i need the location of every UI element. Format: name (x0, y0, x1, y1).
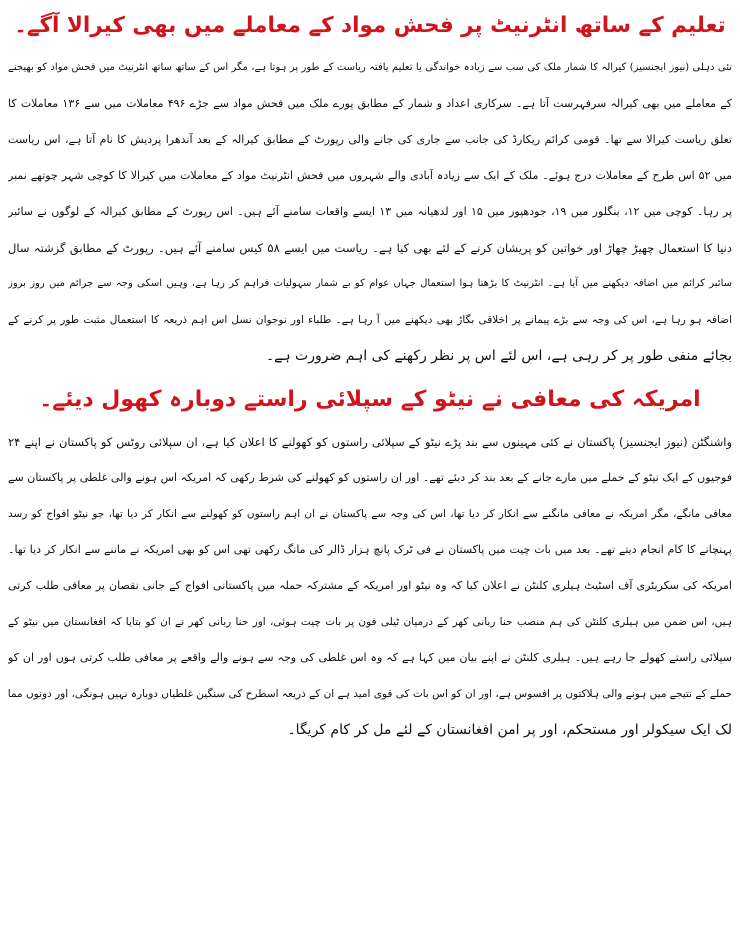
article-1-line: نئی دہلی (نیوز ایجنسیز) کیرالہ کا شمار ملک کی سب سے زیادہ خواندگی یا تعلیم یافتہ ریاست کے طور پر ہوتا ہے، مگر اس کے ساتھ ساتھ انٹرنیٹ میں فحش مواد کو بھیجنے (8, 62, 732, 73)
article-2-line: سپلائی راستے کھولے جا رہے ہیں۔ ہیلری کلنٹن نے اپنے بیان میں کہا ہے کہ وہ اس غلطی کی وجہ سے ہونے والے واقعے پر معافی طلب کرتی ہوں اور ان کو (8, 651, 732, 664)
article-1-headline: تعلیم کے ساتھ انٹرنیٹ پر فحش مواد کے معاملے میں بھی کیرالا آگے۔ (14, 13, 726, 38)
article-1-line: پر رہا۔ کوچی میں ۱۲، بنگلور میں ۱۹، جودھپور میں ۱۵ اور لدھیانہ میں ۱۳ ایسے واقعات سامنے آئے ہیں۔ اس رپورٹ کے مطابق کیرالہ کے لوگوں نے سائبر (8, 205, 732, 218)
article-1-line: بجائے منفی طور پر کر رہی ہے، اس لئے اس پر نظر رکھنے کی اہم ضرورت ہے۔ (265, 348, 732, 364)
article-1-line: کے معاملے میں بھی کیرالہ سرفہرست آتا ہے۔ سرکاری اعداد و شمار کے مطابق پورے ملک میں فحش مواد سے جڑے ۴۹۶ معاملات میں سے ۱۳۶ معاملات کا (8, 97, 732, 110)
article-1-body (8, 50, 732, 374)
article-1-line: سائبر کرائم میں اضافہ دیکھنے میں آیا ہے۔ انٹرنیٹ کا بڑھتا ہوا استعمال جہاں عوام کو بے شمار سہولیات فراہم کر رہا ہے، وہیں اسکی وجہ سے جرائم میں روز بروز (8, 278, 732, 289)
article-1-line: تعلق ریاست کیرالا سے تھا۔ قومی کرائم ریکارڈ کی جانب سے جاری کی جانے والی رپورٹ کے مطابق کیرالہ کے بعد آندھرا پردیش کا نام آتا ہے، اس ریاست (8, 133, 732, 146)
article-2-headline: امریکہ کی معافی نے نیٹو کے سپلائی راستے دوبارہ کھول دیئے۔ (39, 387, 701, 412)
article-2-line: امریکہ کی سکریٹری آف اسٹیٹ ہیلری کلنٹن نے اعلان کیا کہ وہ نیٹو اور امریکہ کے مشترکہ حملہ میں پاکستانی افواج کے جانی نقصان پر معافی طلب کرتی (8, 579, 732, 592)
article-2-line: فوجیوں کے ایک نیٹو کے حملے میں مارے جانے کے بعد بند کر دیئے تھے۔ اور ان راستوں کو کھولنے کی شرط رکھی کہ امریکہ اس ہونے والی غلطی پر پاکستان سے (8, 471, 732, 484)
article-1-line: میں ۵۲ اس طرح کے معاملات درج ہوئے۔ ملک کے ایک سے زیادہ آبادی والے شہروں میں فحش انٹرنیٹ مواد کے معاملات میں کیرالا کا کوچی شہر چوتھے نمبر (8, 169, 732, 182)
article-2-line: واشنگٹن (نیوز ایجنسیز) پاکستان نے کئی مہینوں سے بند پڑے نیٹو کے سپلائی راستوں کو کھولنے کا اعلان کیا ہے، ان سپلائی روٹس کو پاکستان نے اپنے ۲۴ (8, 435, 732, 449)
article-2-line: ہیں، اس ضمن میں ہیلری کلنٹن کی ہم منصب حنا ربانی کھر کے درمیان ٹیلی فون پر بات چیت ہوئی، اور حنا ربانی کھر نے ان کو بتایا کہ افغانستان میں نیٹو کے (8, 616, 732, 628)
article-2-body (8, 424, 732, 748)
article-1-line: دنیا کا استعمال چھیڑ چھاڑ اور خواتین کو پریشان کرنے کے لئے بھی کیا ہے۔ ریاست میں ایسے ۵۸ کیس سامنے آئے ہیں۔ رپورٹ کے مطابق گزشتہ سال (8, 241, 732, 255)
article-1-line: اضافہ ہو رہا ہے، اس کی وجہ سے بڑے پیمانے پر اخلاقی بگاڑ بھی دیکھنے میں آ رہا ہے۔ طلباء اور نوجوان نسل اس اہم ذریعہ کا استعمال مثبت طور پر کرنے کے (8, 314, 732, 326)
article-2-line: حملے کے نتیجے میں ہونے والی ہلاکتوں پر افسوس ہے، اور ان کو اس بات کی قوی امید ہے ان کے ذریعہ اسطرح کی سنگین غلطیاں دوبارہ نہیں ہونگی، اور دونوں مما (8, 688, 732, 700)
article-2-line: پہنچانے کا کام انجام دیتے تھے۔ بعد میں بات چیت میں پاکستان نے فی ٹرک پانچ ہزار ڈالر کی مانگ رکھی تھی اس کو بھی امریکہ نے ماننے سے انکار کر دیا تھا۔ (8, 543, 732, 556)
article-2-line: لک ایک سیکولر اور مستحکم، اور پر امن افغانستان کے لئے مل کر کام کریگا۔ (287, 722, 732, 738)
article-2-line: معافی مانگے، مگر امریکہ نے معافی مانگنے سے انکار کر دیا تھا، اس کی وجہ سے پاکستان نے ان اہم راستوں کو کھولنے سے انکار کر دیا تھا، جو نیٹو افواج کو رسد (8, 508, 732, 520)
